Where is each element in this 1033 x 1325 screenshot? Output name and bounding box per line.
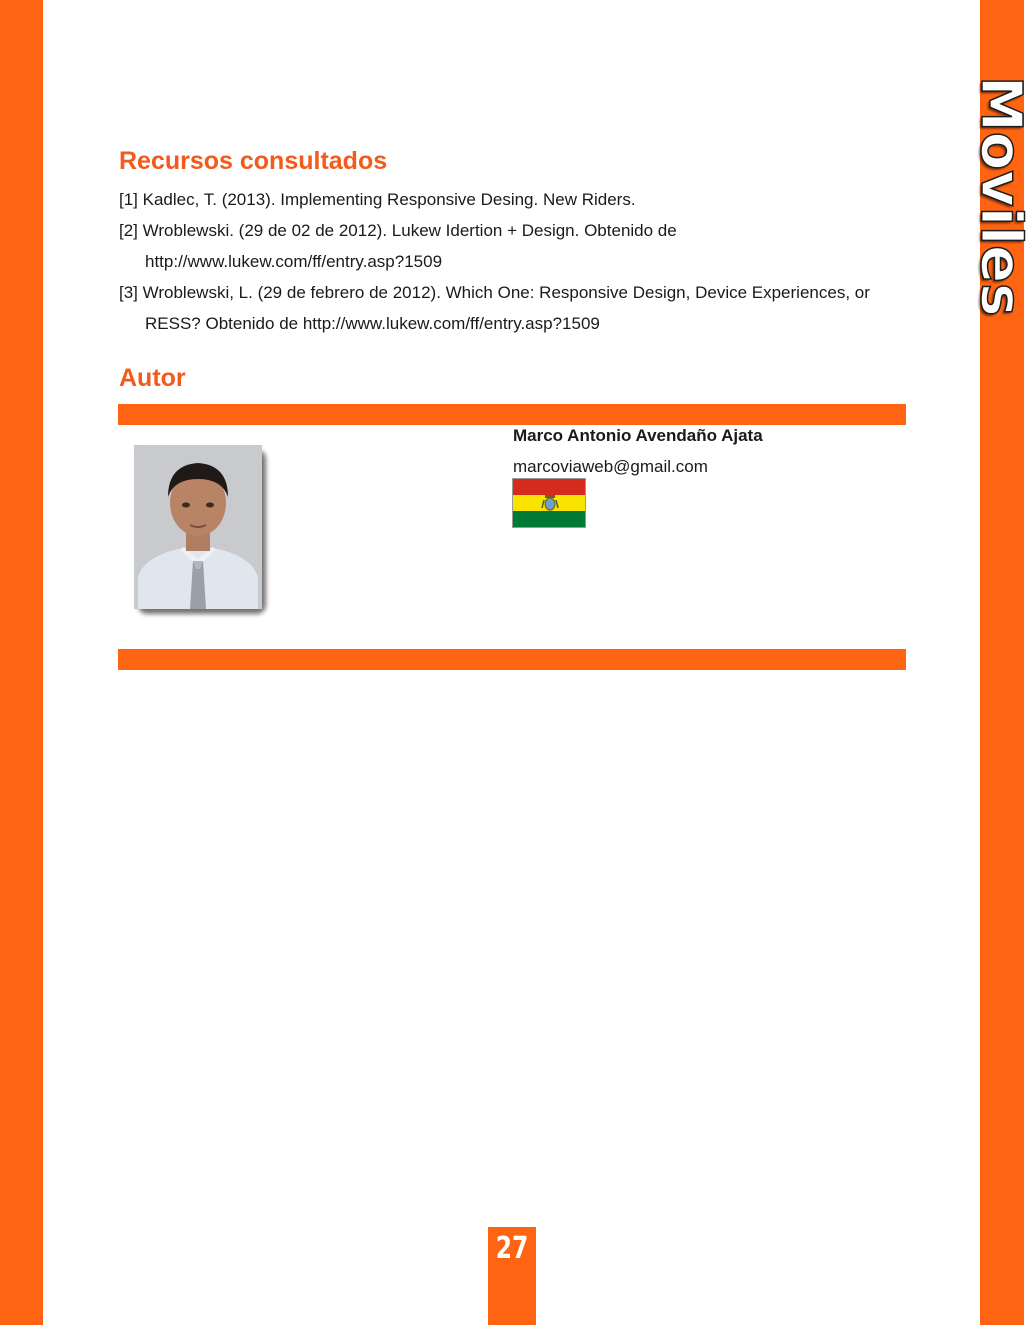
resources-heading: Recursos consultados [119,147,388,175]
references-list [119,184,879,339]
flag-stripe-red [513,479,585,495]
author-email[interactable]: marcoviaweb@gmail.com [513,457,708,476]
author-photo [134,445,262,609]
page-number: 27 [495,1231,529,1266]
author-heading: Autor [119,364,186,392]
author-top-rule [118,404,906,425]
coat-of-arms-icon [542,494,558,512]
page-number-tab [488,1227,536,1325]
author-bottom-rule [118,649,906,670]
flag-stripe-green [513,511,585,527]
left-margin-bar [0,0,43,1325]
author-name: Marco Antonio Avendaño Ajata [513,426,763,445]
reference-item: [2] Wroblewski. (29 de 02 de 2012). Lukew Idertion + Design. Obtenido de http://www.lukew.com/ff/entry.asp?1509 [119,221,677,271]
reference-item: [3] Wroblewski, L. (29 de febrero de 2012). Which One: Responsive Design, Device Experiences, or RESS? Obtenido de http://www.lukew.com/ff/entry.asp?1509 [119,283,870,333]
bolivia-flag-icon [512,478,586,528]
reference-item: [1] Kadlec, T. (2013). Implementing Responsive Desing. New Riders. [119,190,636,209]
section-label: Moviles [968,76,1033,317]
portrait-photo-icon [134,445,262,609]
